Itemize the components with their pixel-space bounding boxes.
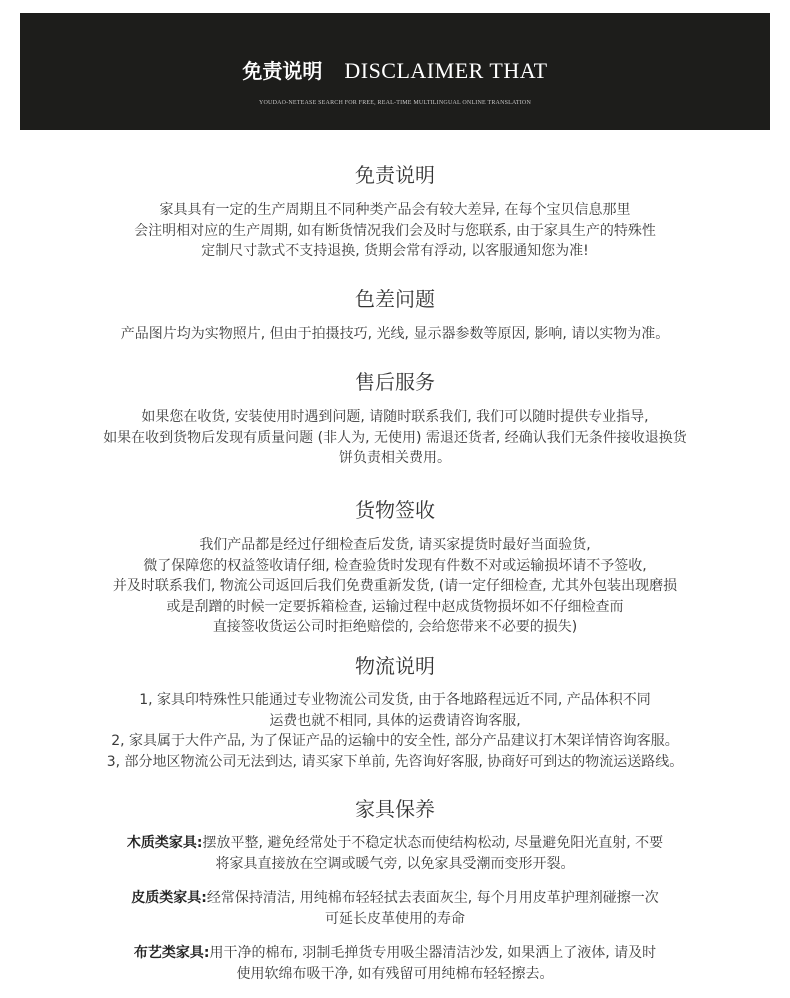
- section-logistics: [0, 653, 790, 772]
- section-line: 定制尺寸款式不支持退换, 货期会常有浮动, 以客服通知您为准!: [201, 243, 589, 259]
- care-label: 布艺类家具:: [133, 945, 210, 961]
- section-line: 微了保障您的权益签收请仔细, 检查验货时发现有件数不对或运输损坏请不予签收,: [143, 557, 647, 574]
- care-text: 使用软绵布吸干净, 如有残留可用纯棉布轻轻擦去。: [236, 966, 554, 982]
- banner-title-cn: 免责说明: [242, 59, 323, 83]
- section-line: 如果您在收货, 安装使用时遇到问题, 请随时联系我们, 我们可以随时提供专业指导,: [141, 409, 649, 425]
- care-text: 可延长皮革使用的寿命: [325, 911, 465, 927]
- section-title: 货物签收: [355, 498, 435, 522]
- banner-title: [20, 55, 770, 84]
- section-line: 产品图片均为实物照片, 但由于拍摄技巧, 光线, 显示器参数等原因, 影响, 请以实物为准。: [120, 326, 670, 342]
- header-banner: [20, 13, 770, 130]
- section-body: [0, 690, 790, 772]
- section-line: 并及时联系我们, 物流公司返回后我们免费重新发货, (请一定仔细检查, 尤其外包装出现磨损: [112, 578, 678, 594]
- banner-title-en: DISCLAIMER THAT: [344, 58, 548, 83]
- care-text: 将家具直接放在空调或暖气旁, 以免家具受潮而变形开裂。: [215, 856, 575, 872]
- section-title: 家具保养: [355, 797, 435, 821]
- section-line: 1, 家具印特殊性只能通过专业物流公司发货, 由于各地路程远近不同, 产品体积不同: [139, 692, 651, 708]
- section-title: 色差问题: [355, 287, 435, 311]
- section-line: 3, 部分地区物流公司无法到达, 请买家下单前, 先咨询好客服, 协商好可到达的物流运送路线。: [106, 753, 684, 770]
- section-after-sales: [0, 369, 790, 469]
- section-line: 或是刮蹭的时候一定要拆箱检查, 运输过程中赵成货物损坏如不仔细检查而: [166, 598, 624, 615]
- care-item-leather: [0, 888, 790, 930]
- section-line: 家具具有一定的生产周期且不同种类产品会有较大差异, 在每个宝贝信息那里: [159, 202, 631, 218]
- section-title: 免责说明: [355, 163, 435, 187]
- section-title: 售后服务: [355, 370, 435, 394]
- section-line: 如果在收到货物后发现有质量问题 (非人为, 无使用) 需退还货者, 经确认我们无条件接收退换货: [103, 429, 687, 446]
- section-disclaimer: [0, 162, 790, 262]
- section-body: [0, 200, 790, 262]
- section-body: [0, 407, 790, 469]
- care-list: [0, 833, 790, 985]
- section-line: 会注明相对应的生产周期, 如有断货情况我们会及时与您联系, 由于家具生产的特殊性: [134, 222, 656, 239]
- care-item-fabric: [0, 943, 790, 985]
- section-line: 直接签收货运公司时拒绝赔偿的, 会给您带来不必要的损失): [212, 619, 578, 635]
- care-label: 木质类家具:: [126, 835, 203, 851]
- section-furniture-care: [0, 796, 790, 998]
- section-color-difference: [0, 286, 790, 345]
- care-text: 摆放平整, 避免经常处于不稳定状态而使结构松动, 尽量避免阳光直射, 不要: [202, 835, 664, 851]
- section-line: 饼负责相关费用。: [339, 450, 451, 466]
- care-label: 皮质类家具:: [131, 890, 207, 906]
- section-receipt: [0, 497, 790, 638]
- section-body: [0, 324, 790, 345]
- banner-subtitle: YOUDAO-NETEASE SEARCH FOR FREE, REAL-TIME MULTILINGUAL ONLINE TRANSLATION: [258, 100, 532, 106]
- care-text: 用干净的棉布, 羽制毛掸货专用吸尘器清洁沙发, 如果洒上了液体, 请及时: [209, 945, 657, 961]
- section-title: 物流说明: [355, 654, 435, 678]
- section-line: 运费也就不相同, 具体的运费请咨询客服,: [269, 712, 521, 729]
- care-text: 经常保持清洁, 用纯棉布轻轻拭去表面灰尘, 每个月用皮革护理剂碰擦一次: [206, 890, 659, 906]
- section-body: [0, 535, 790, 638]
- section-line: 我们产品都是经过仔细检查后发货, 请买家提货时最好当面验货,: [199, 537, 591, 553]
- section-line: 2, 家具属于大件产品, 为了保证产品的运输中的安全性, 部分产品建议打木架详情咨询客服。: [111, 733, 679, 749]
- care-item-wood: [0, 833, 790, 875]
